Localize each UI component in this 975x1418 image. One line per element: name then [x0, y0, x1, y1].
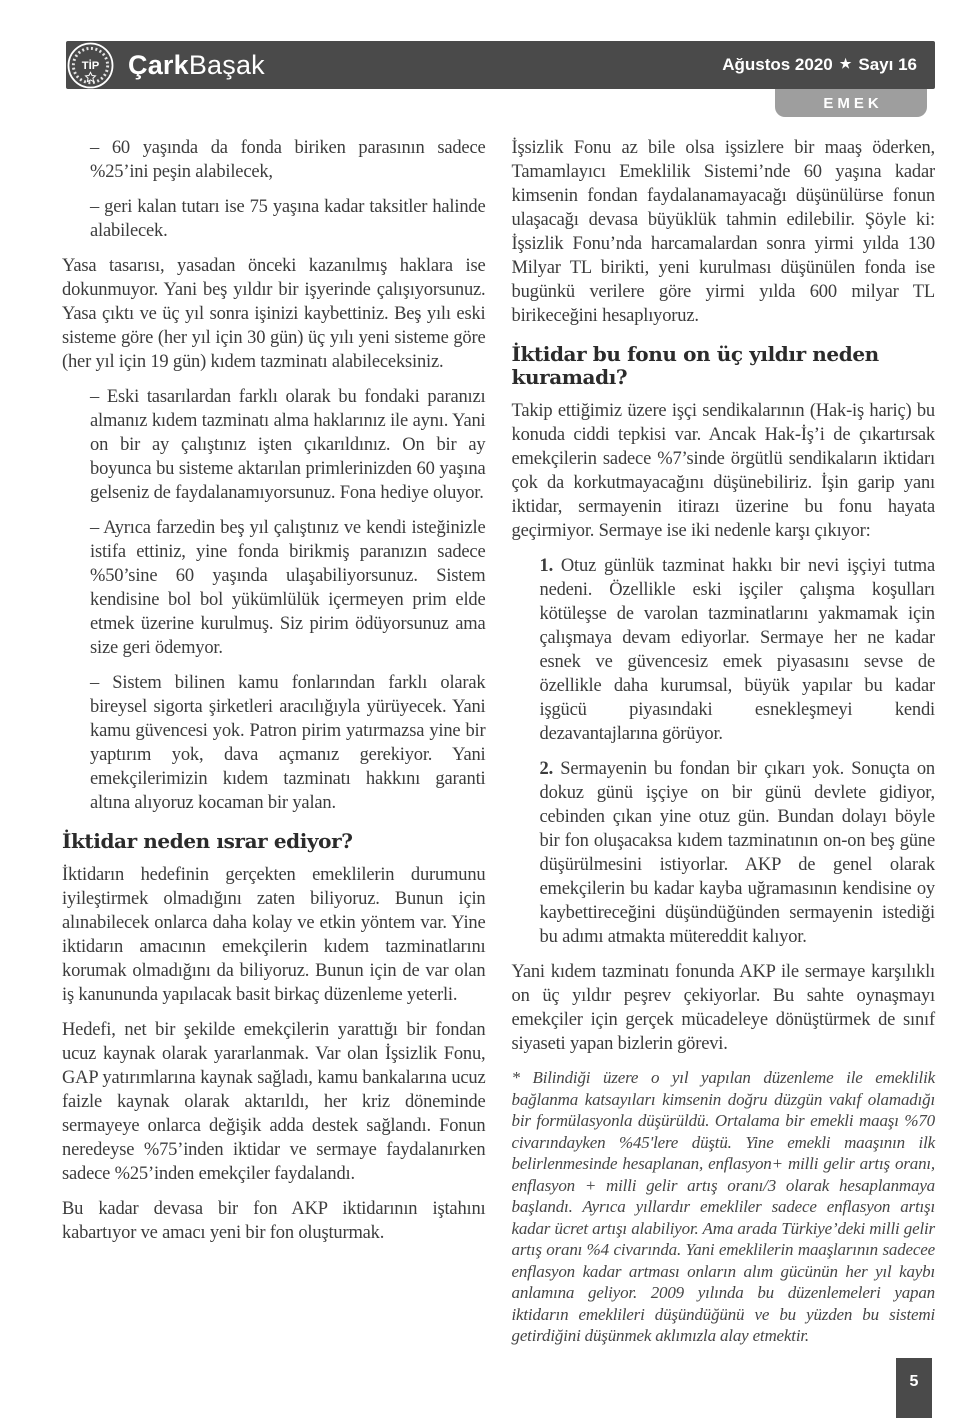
- bullet-item: – Sistem bilinen kamu fonlarından farklı olarak bireysel sigorta şirketleri aracılığıyla yürüyecek. Yani kamu güvencesi yok. Patron pirim yatırmazsa yine bir yaptırım yok, dava açmanız gerekiyor. Yani emekçilerimizin kıdem tazminatı hakkını garanti altına alıyoruz kocaman bir yalan.: [90, 673, 486, 813]
- star-icon: ★: [839, 56, 852, 71]
- issue-date: Ağustos 2020: [722, 55, 833, 74]
- tip-emblem-icon: [67, 42, 114, 89]
- masthead-bold-part: Çark: [128, 49, 189, 80]
- paragraph: Hedefi, net bir şekilde emekçilerin yarattığı bir fondan ucuz kaynak olarak yararlanmak. Var olan İşsizlik Fonu, GAP yatırımlarına kaynak sağladı, kamu bankalarına ucuz faizle kaynak olarak aktarıldı, her kriz döneminde sermayeye onlarca değişik adda destek sağlandı. Fonun neredeyse %75’inden iktidar ve sermaye faydalanırken sadece %25’inden emekçiler faydalandı.: [62, 1020, 486, 1184]
- article-body: [62, 136, 935, 1418]
- paragraph: Bu kadar devasa bir fon AKP iktidarının iştahını kabartıyor ve amacı yeni bir fon oluşturmak.: [62, 1199, 486, 1243]
- left-column: [62, 136, 486, 1418]
- bullet-item: – geri kalan tutarı ise 75 yaşına kadar taksitler halinde alabilecek.: [90, 197, 486, 241]
- bullet-item: – 60 yaşında da fonda biriken parasının sadece %25’ini peşin alabilecek,: [90, 138, 486, 182]
- numbered-item: [512, 757, 936, 949]
- item-text: Sermayenin bu fondan bir çıkarı yok. Sonuçta on dokuz günü işçiye on bir günü devlete gidiyor, cebinden çıkan yine otuz gün. Bundan dolayı böyle bir fon oluşacaksa kıdem tazminatının on-on beş güne düşürülmesini istiyorlar. AKP de genel olarak emekçilerin bu kadar kayba uğramasının kendisine oy kaybettireceğini düşündüğünden sermayenin istediği bu adımı atmakta mütereddit kalıyor.: [539, 759, 935, 947]
- paragraph: Yani kıdem tazminatı fonunda AKP ile sermaye karşılıklı on üç yıldır peşrev çekiyorlar. Bu sahte oynaşmayı emekçiler için gerçek mücadeleye dönüştürmek de sınıf siyaseti yapan bizlerin görevi.: [511, 962, 935, 1054]
- bullet-item: – Eski tasarılardan farklı olarak bu fondaki paranızı almanız kıdem tazminatı alma haklarınız ile aynı. Yani on bir ay çalıştınız işten çıkarıldınız. On bir ay boyunca bu sisteme aktarılan primlerinizden 60 yaşına gelseniz de faydalanamıyorsunuz. Fona hediye oluyor.: [90, 387, 486, 503]
- masthead-title: [128, 49, 265, 80]
- issue-info: [722, 55, 917, 75]
- masthead-regular-part: Başak: [188, 49, 265, 80]
- paragraph: İşsizlik Fonu az bile olsa işsizlere bir maaş öderken, Tamamlayıcı Emeklilik Sistemi’nde 60 yaşına kadar kimsenin fondan faydalanamayacağı düşünülürse fonun ulaşacağı devasa büyüklük tahmin edilebilir. Şöyle ki: İşsizlik Fonu’nda harcamalardan sonra yirmi yılda 130 Milyar TL birikti, yeni kurulması düşünülen fonda ise bugünkü verilere göre yirmi yılda 600 milyar TL birikeceğini hesaplıyoruz.: [511, 138, 935, 326]
- page-number: 5: [896, 1358, 932, 1418]
- right-column: [512, 136, 936, 1418]
- section-heading: İktidar bu fonu on üç yıldır neden kuramadı?: [511, 342, 879, 389]
- paragraph: İktidarın hedefinin gerçekten emeklilerin durumunu iyileştirmek olmadığını zaten biliyoruz. Bunun için alınabilecek onlarca daha kolay ve etkin yöntem var. Yine iktidarın amacının emekçilerin kıdem tazminatlarını korumak olmadığını da biliyoruz. Bunun için de var olan iş kanununda yapılacak basit birkaç düzenleme yeterli.: [62, 865, 486, 1005]
- item-text: Otuz günlük tazminat hakkı bir nevi işçiyi tutma nedeni. Özellikle eski işçiler çalışma koşulları kötüleşse de varolan tazminatlarını yakmamak için çalışmaya devam ediyorlar. Sermaye her ne kadar esnek ve güvencesiz emek piyasasını sevse de özellikle daha kurumsal, büyük yapılar bu kadar işgücü piyasındaki esnekleşmeyi kendi dezavantajlarına görüyor.: [539, 556, 935, 744]
- section-heading: İktidar neden ısrar ediyor?: [62, 829, 353, 853]
- svg-text:TİP: TİP: [81, 59, 100, 72]
- header-bar: [66, 41, 935, 89]
- footnote: * Bilindiği üzere o yıl yapılan düzenleme ile emeklilik bağlanma katsayıları kimsenin doğru düzgün vakıf olamadığı bir formülasyonla düşürüldü. Ortalama bir emekli maaşı %70 civarındayken %45'lere düştü. Yine emekli maaşının ilk belirlenmesinde hesaplanan, enflasyon+ milli gelir artış oranı, enflasyon + milli gelir artış oranı/3 olarak hesaplanmaya başlandı. Ayrıca yıllardır emekliler sadece enflasyon artışı kadar ücret artışı alabiliyor. Ama arada Türkiye’deki milli gelir artış oranı %4 civarında. Yani emeklilerin maaşlarının sadecee enflasyon kadar artması onların alım gücünün her yıl kaybı anlamına geliyor. 2009 yılında bu düzenlemeleri yapan iktidarın emeklileri düşündüğünü ve bu yüzden bu sistemi getirdiğini düşünmek aklımızla alay etmektir.: [511, 1068, 935, 1345]
- paragraph: Yasa tasarısı, yasadan önceki kazanılmış haklara ise dokunmuyor. Yani beş yıldır bir işyerinde çalışıyorsunuz. Yasa çıktı ve üç yıl sonra işinizi kaybettiniz. Beş yılı eski sisteme göre (her yıl için 30 gün) üç yılı yeni sisteme göre (her yıl için 19 gün) kıdem tazminatı alabileceksiniz.: [62, 256, 486, 372]
- bullet-item: – Ayrıca farzedin beş yıl çalıştınız ve kendi isteğinizle istifa ettiniz, yine fonda birikmiş paranızın sadece %50’sine 60 yaşında ulaşabiliyorsunuz. Sistem kendisine bol bol yükümlülük içermeyen prim elde etmek üzerine kurulmuş. Siz pirim ödüyorsunuz ama size geri ödemyor.: [90, 518, 486, 658]
- issue-number: Sayı 16: [858, 55, 917, 74]
- section-badge: EMEK: [775, 89, 927, 117]
- item-number: 2.: [539, 759, 554, 779]
- tip-party-logo: [67, 42, 114, 89]
- item-number: 1.: [539, 556, 554, 576]
- numbered-item: [512, 554, 936, 746]
- paragraph: Takip ettiğimiz üzere işçi sendikalarının (Hak-iş hariç) bu konuda ciddi tepkisi var. Ancak Hak-İş’i de çıkartırsak emekçilerin sadece %7’sinde örgütlü sendikaların iktidarı çok da korkutmayacağını düşünebiliriz. İşin garip yanı iktidar, sermayenin itirazı üzerine bu fonu hayata geçirmiyor. Sermaye ise iki nedenle karşı çıkıyor:: [511, 401, 935, 541]
